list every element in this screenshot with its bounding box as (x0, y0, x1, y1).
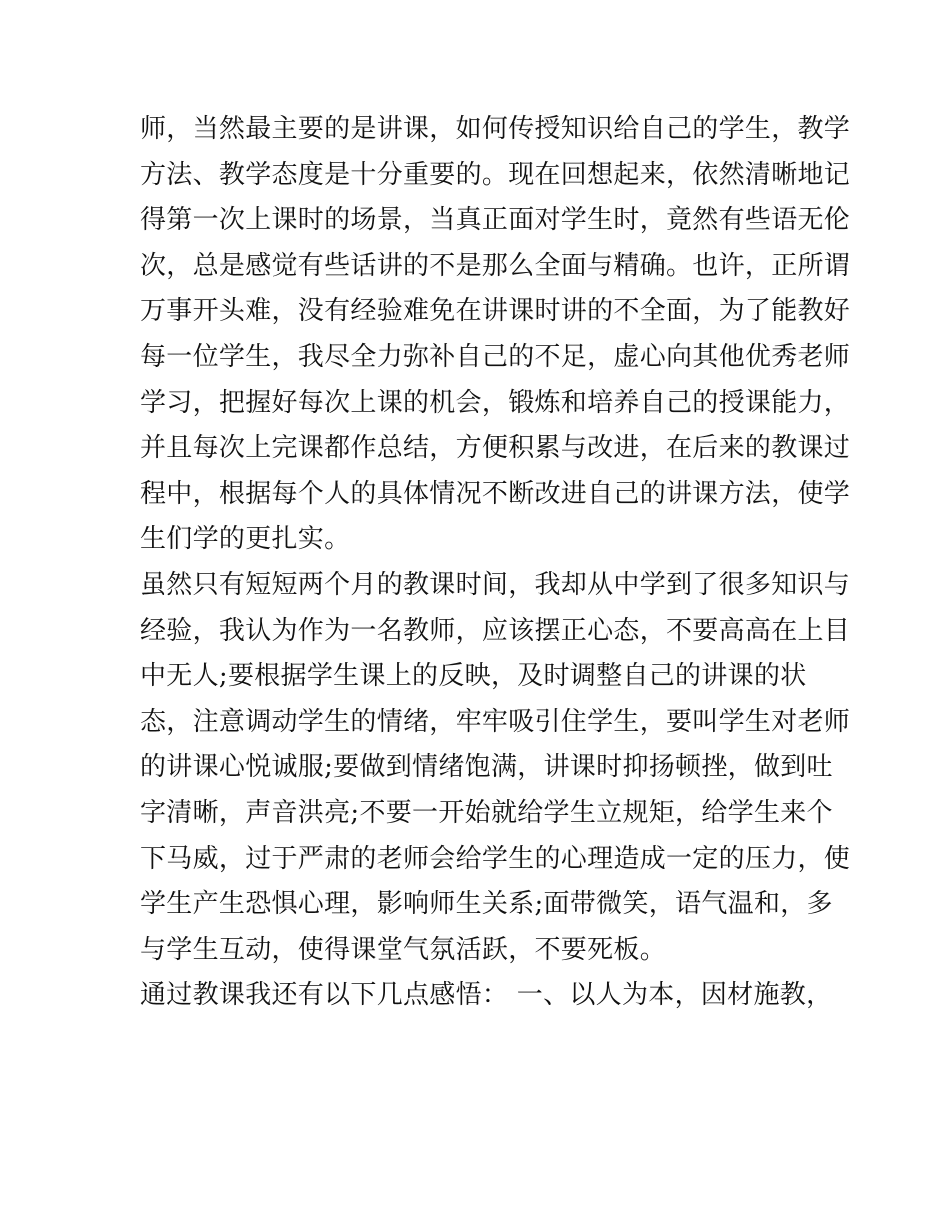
text-line: 方法、教学态度是十分重要的。现在回想起来，依然清晰地记 (140, 159, 851, 190)
text-line: 次，总是感觉有些话讲的不是那么全面与精确。也许，正所谓 (140, 250, 851, 281)
text-line: 万事开头难，没有经验难免在讲课时讲的不全面，为了能教好 (140, 296, 851, 327)
text-line: 字清晰，声音洪亮;不要一开始就给学生立规矩，给学生来个 (140, 797, 833, 828)
text-line: 虽然只有短短两个月的教课时间，我却从中学到了很多知识与 (140, 569, 851, 600)
text-line: 得第一次上课时的场景，当真正面对学生时，竟然有些语无伦 (140, 205, 851, 236)
text-line: 中无人;要根据学生课上的反映，及时调整自己的讲课的状 (140, 661, 807, 692)
text-line: 学生产生恐惧心理，影响师生关系;面带微笑，语气温和，多 (140, 889, 833, 920)
text-line: 态，注意调动学生的情绪，牢牢吸引住学生，要叫学生对老师 (140, 706, 851, 737)
text-line: 学习，把握好每次上课的机会，锻炼和培养自己的授课能力， (140, 387, 851, 418)
text-line: 与学生互动，使得课堂气氛活跃，不要死板。 (140, 934, 667, 965)
text-line: 程中，根据每个人的具体情况不断改进自己的讲课方法，使学 (140, 478, 851, 509)
body-text (140, 107, 851, 1019)
text-line: 的讲课心悦诚服;要做到情绪饱满，讲课时抑扬顿挫，做到吐 (140, 752, 833, 783)
text-line: 下马威，过于严肃的老师会给学生的心理造成一定的压力，使 (140, 843, 851, 874)
text-line: 经验，我认为作为一名教师，应该摆正心态，不要高高在上目 (140, 615, 851, 646)
text-line: 每一位学生，我尽全力弥补自己的不足，虚心向其他优秀老师 (140, 341, 851, 372)
text-line: 师，当然最主要的是讲课，如何传授知识给自己的学生，教学 (140, 114, 851, 144)
text-line: 生们学的更扎实。 (140, 524, 351, 555)
text-line: 并且每次上完课都作总结，方便积累与改进，在后来的教课过 (140, 433, 851, 464)
text-line: 通过教课我还有以下几点感悟： 一、以人为本，因材施教， (140, 980, 833, 1011)
